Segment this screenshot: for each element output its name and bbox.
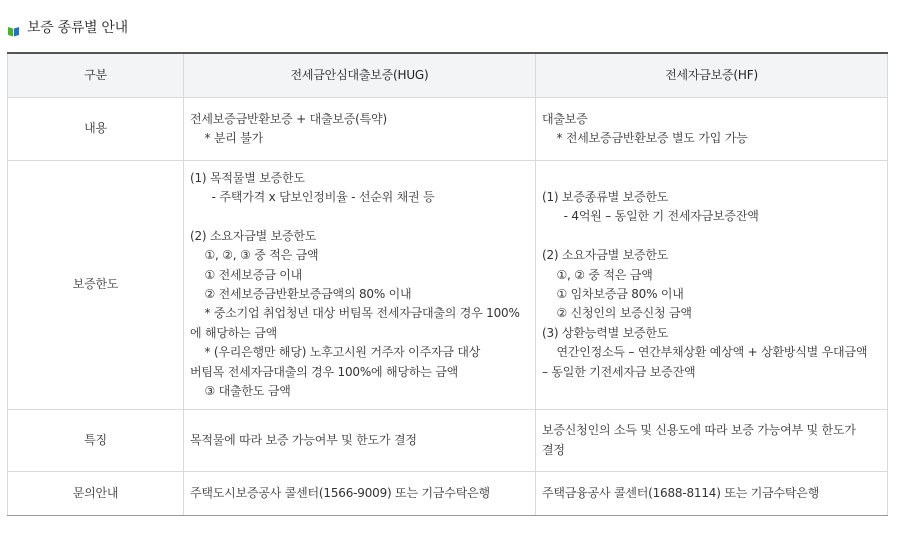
text-line: * 분리 불가 <box>190 131 264 145</box>
inquiry-hf-cell <box>536 472 888 516</box>
row-label-limit: 보증한도 <box>8 161 184 410</box>
section-heading <box>7 17 128 37</box>
table-header-row <box>8 53 888 98</box>
table-row-inquiry <box>8 472 888 516</box>
text-line: ① 임차보증금 80% 이내 <box>542 287 684 301</box>
text-line: 보증신청인의 소득 및 신용도에 따라 보증 가능여부 및 한도가 <box>542 423 856 438</box>
text-line: - 4억원 – 동일한 기 전세자금보증잔액 <box>542 209 759 224</box>
text-line: 에 해당하는 금액 <box>190 325 277 340</box>
text-line: (3) 상환능력별 보증한도 <box>542 325 669 340</box>
row-label-feature: 특징 <box>8 410 184 472</box>
text-line: 전세보증금반환보증 + 대출보증(특약) <box>190 111 387 126</box>
blank-line <box>190 207 529 226</box>
text-line: ① 전세보증금 이내 <box>190 267 302 282</box>
text-line: 연간인정소득 – 연간부채상환 예상액 + 상환방식별 우대금액 <box>542 345 868 360</box>
text-line: ② 신청인의 보증신청 금액 <box>542 306 692 321</box>
inquiry-hug-cell <box>184 472 536 516</box>
row-label-content: 내용 <box>8 98 184 161</box>
row-label-inquiry: 문의안내 <box>8 472 184 516</box>
content-hf-cell <box>536 98 888 161</box>
text-line: (1) 보증종류별 보증한도 <box>542 189 669 204</box>
text-line: 주택도시보증공사 콜센터(1566-9009) 또는 기금수탁은행 <box>190 485 490 500</box>
section-title: 보증 종류별 안내 <box>27 20 128 36</box>
limit-hug-cell <box>184 161 536 410</box>
table-row-feature <box>8 410 888 472</box>
text-line: (2) 소요자금별 보증한도 <box>190 228 317 243</box>
text-line: (2) 소요자금별 보증한도 <box>542 248 669 263</box>
text-line: * 중소기업 취업청년 대상 버팀목 전세자금대출의 경우 100% <box>190 306 520 321</box>
content-hug-cell <box>184 98 536 161</box>
text-line: 목적물에 따라 보증 가능여부 및 한도가 결정 <box>190 432 417 447</box>
table-row-limit <box>8 161 888 410</box>
header-hf: 전세자금보증(HF) <box>536 53 888 98</box>
text-line: ② 전세보증금반환보증금액의 80% 이내 <box>190 287 412 301</box>
limit-hf-cell <box>536 161 888 410</box>
text-line: (1) 목적물별 보증한도 <box>190 170 305 185</box>
text-line: ①, ②, ③ 중 적은 금액 <box>190 248 319 263</box>
table-row-content <box>8 98 888 161</box>
text-line: * (우리은행만 해당) 노후고시원 거주자 이주자금 대상 <box>190 345 481 360</box>
blank-line <box>542 227 881 246</box>
guarantee-comparison-table <box>7 52 888 516</box>
header-category: 구분 <box>8 53 184 98</box>
text-line: 대출보증 <box>542 111 588 126</box>
text-line: – 동일한 기전세자금 보증잔액 <box>542 364 696 379</box>
text-line: 결정 <box>542 442 565 457</box>
text-line: 주택금융공사 콜센터(1688-8114) 또는 기금수탁은행 <box>542 485 820 500</box>
feature-hug-cell <box>184 410 536 472</box>
feature-hf-cell <box>536 410 888 472</box>
text-line: 버팀목 전세자금대출의 경우 100%에 해당하는 금액 <box>190 364 459 379</box>
text-line: * 전세보증금반환보증 별도 가입 가능 <box>542 131 748 145</box>
text-line: - 주택가격 x 담보인정비율 - 선순위 채권 등 <box>190 189 435 204</box>
text-line: ①, ② 중 적은 금액 <box>542 267 653 282</box>
header-hug: 전세금안심대출보증(HUG) <box>184 53 536 98</box>
text-line: ③ 대출한도 금액 <box>190 384 291 399</box>
book-icon <box>7 22 20 33</box>
